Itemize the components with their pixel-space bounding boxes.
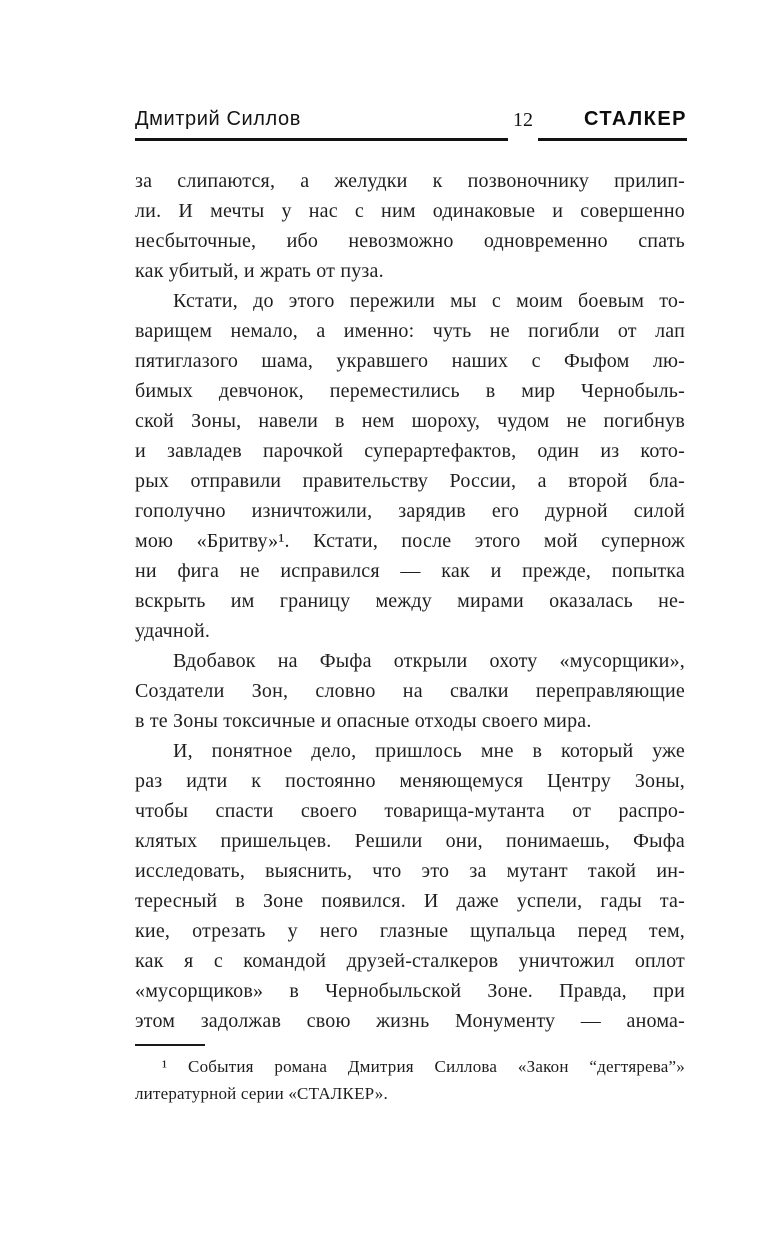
text-line: исследовать, выяснить, что это за мутант такой ин-: [135, 860, 685, 882]
text-line: И, понятное дело, пришлось мне в который уже: [173, 740, 685, 762]
text-line: «мусорщиков» в Чернобыльской Зоне. Правда, при: [135, 980, 685, 1002]
text-line: Вдобавок на Фыфа открыли охоту «мусорщики»,: [173, 650, 685, 672]
text-line: мою «Бритву»¹. Кстати, после этого мой супернож: [135, 530, 685, 552]
text-line: вскрыть им границу между мирами оказалась не-: [135, 590, 685, 612]
text-line: клятых пришельцев. Решили они, понимаешь, Фыфа: [135, 830, 685, 852]
text-line: несбыточные, ибо невозможно одновременно спать: [135, 230, 685, 252]
text-line: как я с командой друзей-сталкеров уничтожил оплот: [135, 950, 685, 972]
text-line: тересный в Зоне появился. И даже успели, гады та-: [135, 890, 685, 912]
text-line: варищем немало, а именно: чуть не погибли от лап: [135, 320, 685, 342]
footnote-text: [135, 1053, 685, 1107]
text-line: рых отправили правительству России, а второй бла-: [135, 470, 685, 492]
text-line: Кстати, до этого пережили мы с моим боевым то-: [173, 290, 685, 312]
text-line: пятиглазого шама, укравшего наших с Фыфом лю-: [135, 350, 685, 372]
text-line: Создатели Зон, словно на свалки переправляющие: [135, 680, 685, 702]
text-line: раз идти к постоянно меняющемуся Центру Зоны,: [135, 770, 685, 792]
page-number: 12: [513, 109, 533, 131]
footnote-line: литературной серии «СТАЛКЕР».: [135, 1084, 388, 1103]
text-line: ли. И мечты у нас с ним одинаковые и совершенно: [135, 200, 685, 222]
text-line: гополучно изничтожили, зарядив его дурной силой: [135, 500, 685, 522]
body-text: [135, 166, 685, 1036]
text-line: за слипаются, а желудки к позвоночнику прилип-: [135, 170, 685, 192]
text-line: как убитый, и жрать от пуза.: [135, 260, 384, 282]
header-rule-right: [538, 138, 687, 141]
footnote: [135, 1044, 685, 1107]
text-line: ской Зоны, навели в нем шороху, чудом не погибнув: [135, 410, 685, 432]
text-line: ни фига не исправился — как и прежде, попытка: [135, 560, 685, 582]
text-line: этом задолжав свою жизнь Монументу — анома-: [135, 1010, 685, 1032]
page-header: [135, 107, 687, 145]
author-name: Дмитрий Силлов: [135, 108, 301, 130]
header-rule-left: [135, 138, 508, 141]
text-line: чтобы спасти своего товарища-мутанта от распро-: [135, 800, 685, 822]
series-title: СТАЛКЕР: [583, 108, 687, 130]
text-line: удачной.: [135, 620, 211, 642]
text-line: в те Зоны токсичные и опасные отходы своего мира.: [135, 710, 592, 732]
footnote-line: ¹ События романа Дмитрия Силлова «Закон “дегтярева”»: [162, 1057, 685, 1076]
text-line: и завладев парочкой суперартефактов, один из кото-: [135, 440, 685, 462]
footnote-rule: [135, 1044, 205, 1046]
text-line: бимых девчонок, переместились в мир Чернобыль-: [135, 380, 685, 402]
text-line: кие, отрезать у него глазные щупальца перед тем,: [135, 920, 685, 942]
